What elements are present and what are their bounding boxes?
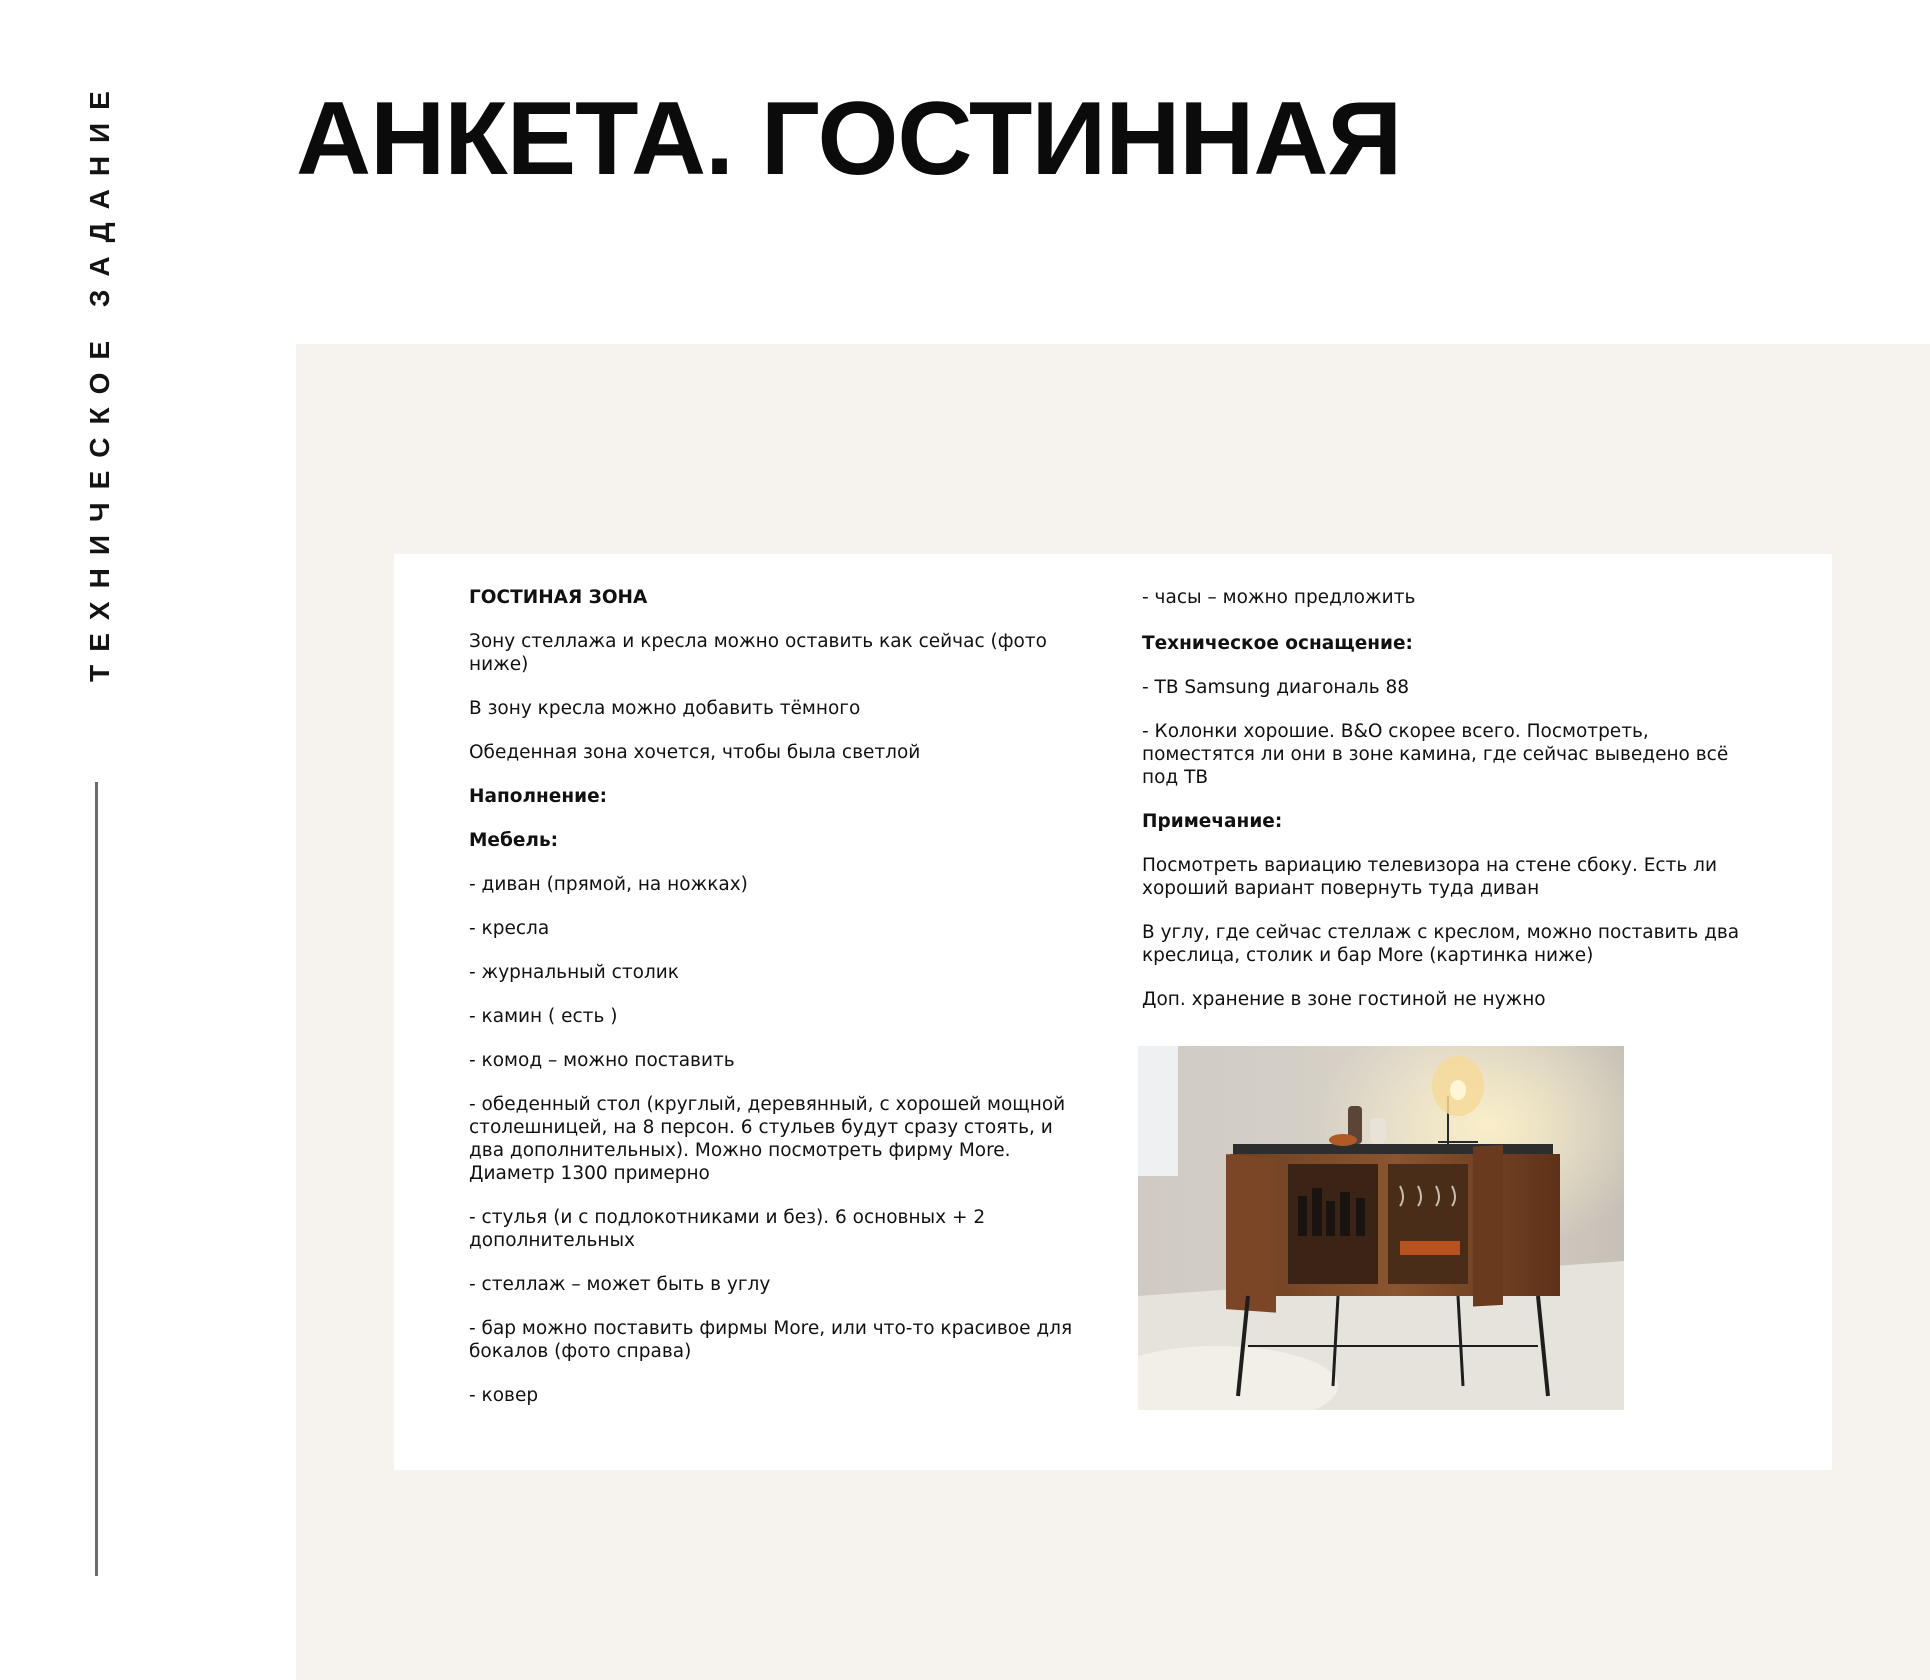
left-paragraph: - камин ( есть ): [469, 1006, 618, 1027]
document-card: [394, 554, 1832, 1470]
right-paragraph: Техническое оснащение:: [1142, 633, 1413, 654]
left-paragraph: - обеденный стол (круглый, деревянный, с хорошей мощной столешницей, на 8 персон. 6 стульев будут сразу стоять, и два дополнительных). Можно посмотреть фирму More. Диаметр 1300 примерно: [469, 1094, 1066, 1184]
left-paragraph: - кресла: [469, 918, 550, 939]
bar-cabinet-photo: [1138, 1046, 1624, 1410]
left-paragraph: Наполнение:: [469, 786, 608, 807]
right-paragraph: - Колонки хорошие. B&O скорее всего. Посмотреть, поместятся ли они в зоне камина, где сейчас выведено всё под ТВ: [1142, 721, 1729, 788]
right-paragraph: - ТВ Samsung диагональ 88: [1142, 677, 1410, 698]
right-paragraph: Доп. хранение в зоне гостиной не нужно: [1142, 989, 1546, 1010]
left-paragraph: - диван (прямой, на ножках): [469, 874, 748, 895]
left-column: [469, 586, 1084, 1428]
left-paragraph: ГОСТИНАЯ ЗОНА: [469, 587, 648, 608]
right-column: [1142, 586, 1757, 1032]
left-paragraph: В зону кресла можно добавить тёмного: [469, 698, 861, 719]
right-paragraph: - часы – можно предложить: [1142, 587, 1416, 608]
left-paragraph: - журнальный столик: [469, 962, 679, 983]
left-paragraph: - стулья (и с подлокотниками и без). 6 основных + 2 дополнительных: [469, 1207, 986, 1251]
right-paragraph: Примечание:: [1142, 811, 1283, 832]
left-paragraph: Зону стеллажа и кресла можно оставить как сейчас (фото ниже): [469, 631, 1047, 675]
right-paragraph: Посмотреть вариацию телевизора на стене сбоку. Есть ли хороший вариант повернуть туда диван: [1142, 855, 1718, 899]
left-paragraph: - бар можно поставить фирмы More, или что-то красивое для бокалов (фото справа): [469, 1318, 1073, 1362]
left-paragraph: - комод – можно поставить: [469, 1050, 735, 1071]
bar-cabinet-illustration: [1138, 1046, 1624, 1410]
side-divider-line: [95, 782, 98, 1576]
page-title: АНКЕТА. ГОСТИННАЯ: [296, 81, 1402, 197]
left-paragraph: - стеллаж – может быть в углу: [469, 1274, 771, 1295]
left-paragraph: Мебель:: [469, 830, 559, 851]
left-paragraph: - ковер: [469, 1385, 539, 1406]
left-paragraph: Обеденная зона хочется, чтобы была светлой: [469, 742, 921, 763]
side-section-label: ТЕХНИЧЕСКОЕ ЗАДАНИЕ: [84, 78, 115, 682]
right-paragraph: В углу, где сейчас стеллаж с креслом, можно поставить два креслица, столик и бар More (картинка ниже): [1142, 922, 1740, 966]
